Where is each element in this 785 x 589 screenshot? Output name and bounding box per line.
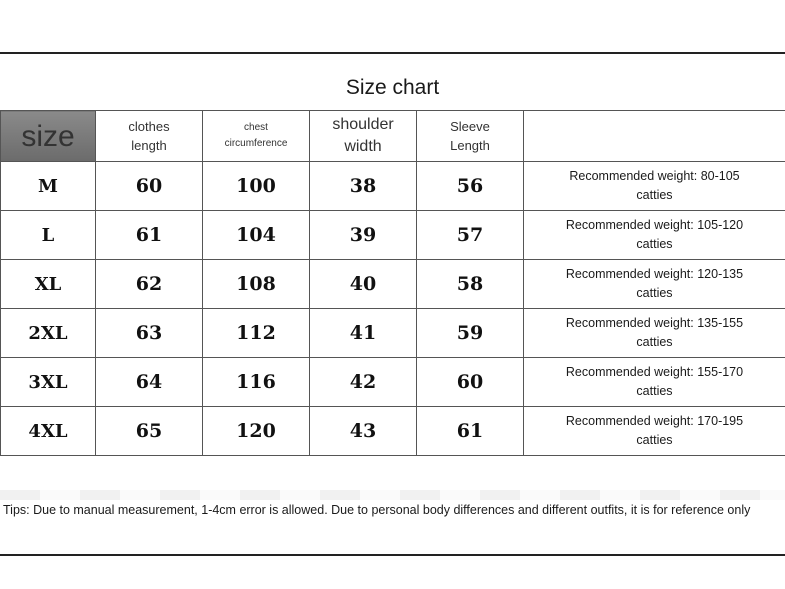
length-cell: 62 <box>96 260 203 309</box>
size-cell: 4XL <box>1 407 96 456</box>
chest-cell: 116 <box>203 358 310 407</box>
size-cell: M <box>1 162 96 211</box>
sleeve-cell: 58 <box>417 260 524 309</box>
header-recommendation <box>524 111 785 162</box>
length-cell: 65 <box>96 407 203 456</box>
shoulder-cell: 42 <box>310 358 417 407</box>
shoulder-cell: 38 <box>310 162 417 211</box>
shoulder-cell: 43 <box>310 407 417 456</box>
length-cell: 60 <box>96 162 203 211</box>
sleeve-cell: 57 <box>417 211 524 260</box>
page-title: Size chart <box>345 76 440 99</box>
chest-cell: 112 <box>203 309 310 358</box>
size-cell: 2XL <box>1 309 96 358</box>
table-row <box>1 407 785 456</box>
length-cell: 64 <box>96 358 203 407</box>
chest-cell: 120 <box>203 407 310 456</box>
table-row <box>1 358 785 407</box>
sleeve-cell: 59 <box>417 309 524 358</box>
chest-cell: 104 <box>203 211 310 260</box>
sleeve-cell: 60 <box>417 358 524 407</box>
length-cell: 61 <box>96 211 203 260</box>
table-row <box>1 162 785 211</box>
sleeve-cell: 61 <box>417 407 524 456</box>
header-size: size <box>1 111 96 162</box>
recommendation-cell: Recommended weight: 80-105 catties <box>524 162 785 211</box>
size-cell: XL <box>1 260 96 309</box>
recommendation-cell: Recommended weight: 155-170 catties <box>524 358 785 407</box>
header-chest-circumference: chest circumference <box>203 111 310 162</box>
recommendation-cell: Recommended weight: 135-155 catties <box>524 309 785 358</box>
top-rule <box>0 52 785 54</box>
table-row <box>1 211 785 260</box>
bottom-rule <box>0 554 785 556</box>
tips-note: Tips: Due to manual measurement, 1-4cm error is allowed. Due to personal body differences and different outfits, it is for reference only <box>3 503 751 517</box>
recommendation-cell: Recommended weight: 120-135 catties <box>524 260 785 309</box>
recommendation-cell: Recommended weight: 170-195 catties <box>524 407 785 456</box>
chest-cell: 100 <box>203 162 310 211</box>
size-table <box>0 110 785 456</box>
table-header-row <box>1 111 785 162</box>
header-shoulder-width: shoulder width <box>310 111 417 162</box>
chest-cell: 108 <box>203 260 310 309</box>
sleeve-cell: 56 <box>417 162 524 211</box>
recommendation-cell: Recommended weight: 105-120 catties <box>524 211 785 260</box>
table-row <box>1 309 785 358</box>
header-clothes-length: clothes length <box>96 111 203 162</box>
header-sleeve-length: Sleeve Length <box>417 111 524 162</box>
length-cell: 63 <box>96 309 203 358</box>
table-row <box>1 260 785 309</box>
faded-text-band <box>0 490 785 500</box>
size-cell: L <box>1 211 96 260</box>
shoulder-cell: 39 <box>310 211 417 260</box>
size-cell: 3XL <box>1 358 96 407</box>
shoulder-cell: 41 <box>310 309 417 358</box>
shoulder-cell: 40 <box>310 260 417 309</box>
